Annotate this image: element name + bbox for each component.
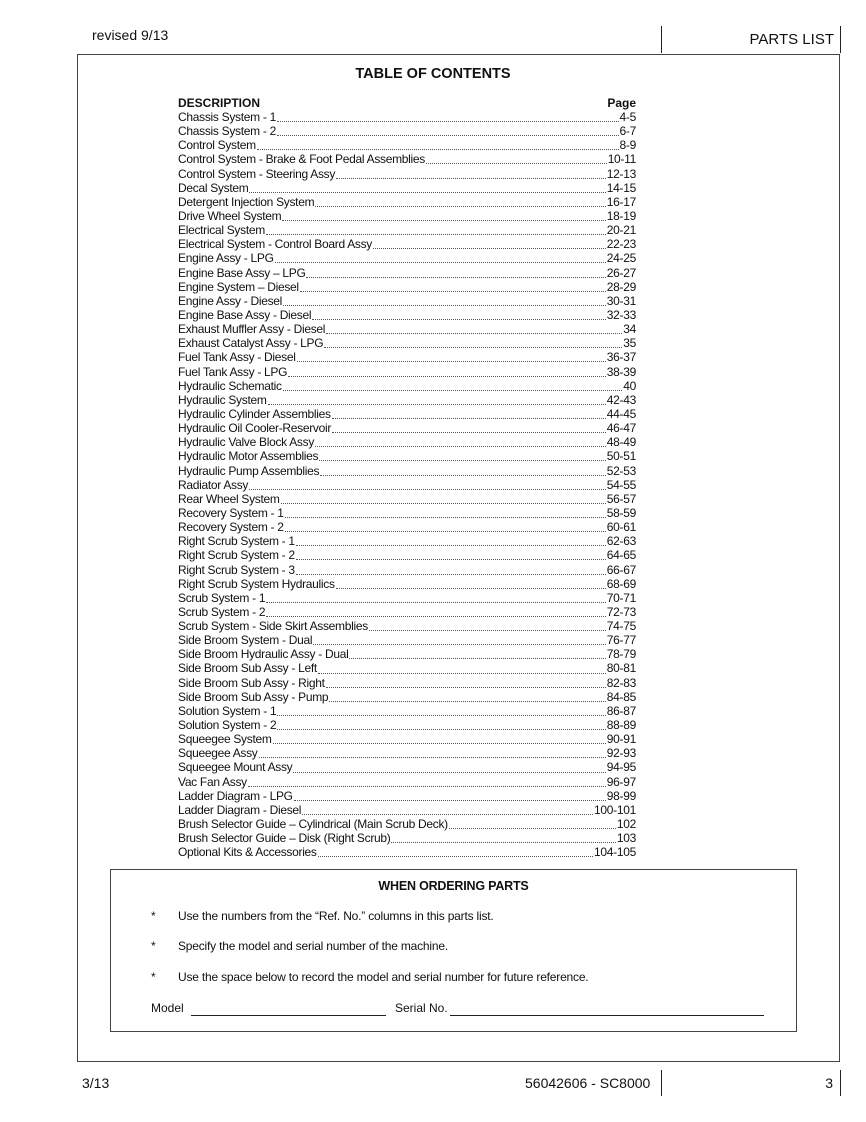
toc-dot-leader xyxy=(259,754,606,758)
toc-entry-page: 58-59 xyxy=(606,505,636,520)
toc-entry-description: Squeegee Assy xyxy=(178,746,258,761)
toc-entry-page: 20-21 xyxy=(606,223,636,238)
toc-entry[interactable] xyxy=(178,379,636,393)
toc-entry-description: Hydraulic Cylinder Assemblies xyxy=(178,406,331,421)
toc-entry-page: 70-71 xyxy=(606,590,636,605)
toc-dot-leader xyxy=(297,358,606,362)
footer-doc-id: 56042606 - SC8000 xyxy=(525,1075,651,1091)
toc-entry-description: Squeegee Mount Assy xyxy=(178,760,293,775)
toc-col-description: DESCRIPTION xyxy=(178,96,261,110)
toc-entry-description: Side Broom Sub Assy - Left xyxy=(178,661,317,676)
toc-dot-leader xyxy=(275,259,606,263)
toc-entry[interactable] xyxy=(178,647,636,661)
toc-entry-description: Recovery System - 2 xyxy=(178,520,284,535)
toc-entry-page: 62-63 xyxy=(606,534,636,549)
toc-entry[interactable] xyxy=(178,223,636,237)
toc-entry-description: Side Broom Sub Assy - Pump xyxy=(178,689,329,704)
toc-entry-page: 46-47 xyxy=(606,421,636,436)
toc-entry[interactable] xyxy=(178,577,636,591)
toc-entry-description: Hydraulic Valve Block Assy xyxy=(178,435,315,450)
toc-entry-page: 8-9 xyxy=(619,138,636,153)
toc-entry[interactable] xyxy=(178,407,636,421)
toc-entry-page: 10-11 xyxy=(607,152,636,167)
toc-entry-page: 24-25 xyxy=(606,251,636,266)
toc-entry[interactable] xyxy=(178,266,636,280)
toc-entry-page: 35 xyxy=(623,336,636,351)
toc-dot-leader xyxy=(293,769,605,773)
toc-dot-leader xyxy=(332,415,606,419)
toc-entry-description: Engine Base Assy - Diesel xyxy=(178,307,312,322)
toc-entry-page: 38-39 xyxy=(606,364,636,379)
model-label: Model xyxy=(151,1001,184,1015)
toc-entry-page: 64-65 xyxy=(606,548,636,563)
table-of-contents xyxy=(178,96,636,859)
toc-entry[interactable] xyxy=(178,110,636,124)
toc-entry[interactable] xyxy=(178,831,636,845)
toc-entry-page: 32-33 xyxy=(606,307,636,322)
toc-entry-description: Radiator Assy xyxy=(178,477,249,492)
toc-dot-leader xyxy=(283,302,606,306)
toc-dot-leader xyxy=(288,373,606,377)
toc-entry[interactable] xyxy=(178,195,636,209)
toc-entry-description: Drive Wheel System xyxy=(178,208,282,223)
serial-entry-line[interactable] xyxy=(450,1015,764,1016)
toc-dot-leader xyxy=(282,217,606,221)
toc-entry-page: 92-93 xyxy=(606,746,636,761)
toc-entry-page: 14-15 xyxy=(606,180,636,195)
ordering-parts-box xyxy=(110,869,797,1032)
toc-entry-page: 44-45 xyxy=(606,406,636,421)
bullet-marker: * xyxy=(151,939,156,953)
toc-entry-description: Chassis System - 1 xyxy=(178,110,276,124)
toc-entry-page: 52-53 xyxy=(606,463,636,478)
toc-entry[interactable] xyxy=(178,775,636,789)
bullet-marker: * xyxy=(151,970,156,984)
toc-dot-leader xyxy=(268,401,606,405)
toc-entry-page: 42-43 xyxy=(606,392,636,407)
toc-entry-page: 66-67 xyxy=(606,562,636,577)
ordering-instruction-2: Specify the model and serial number of the machine. xyxy=(178,939,448,953)
toc-entry-description: Engine Assy - Diesel xyxy=(178,293,283,308)
toc-entry-page: 18-19 xyxy=(606,208,636,223)
toc-dot-leader xyxy=(319,457,606,461)
toc-entry-description: Electrical System - Control Board Assy xyxy=(178,237,373,252)
toc-entry-description: Electrical System xyxy=(178,223,265,238)
toc-entry[interactable] xyxy=(178,506,636,520)
toc-entry-description: Fuel Tank Assy - LPG xyxy=(178,364,288,379)
toc-entry[interactable] xyxy=(178,591,636,605)
toc-dot-leader xyxy=(324,344,622,348)
toc-dot-leader xyxy=(336,175,606,179)
toc-entry-description: Scrub System - 2 xyxy=(178,604,266,619)
toc-entry[interactable] xyxy=(178,336,636,350)
toc-dot-leader xyxy=(249,189,605,193)
toc-entry-description: Brush Selector Guide – Disk (Right Scrub) xyxy=(178,831,391,846)
toc-entry-page: 100-101 xyxy=(594,802,636,817)
toc-entry-description: Scrub System - 1 xyxy=(178,590,266,605)
toc-entry[interactable] xyxy=(178,718,636,732)
toc-entry[interactable] xyxy=(178,520,636,534)
toc-entry-page: 84-85 xyxy=(606,689,636,704)
toc-dot-leader xyxy=(277,118,619,122)
header-divider-right xyxy=(840,26,841,53)
toc-dot-leader xyxy=(329,698,606,702)
toc-entry[interactable] xyxy=(178,322,636,336)
toc-dot-leader xyxy=(266,599,606,603)
toc-entry-description: Right Scrub System - 2 xyxy=(178,548,295,563)
toc-entry-description: Control System xyxy=(178,138,256,153)
toc-entry[interactable] xyxy=(178,605,636,619)
toc-dot-leader xyxy=(373,245,606,249)
toc-dot-leader xyxy=(283,387,623,391)
toc-entry-description: Engine System – Diesel xyxy=(178,279,299,294)
toc-entry-description: Squeegee System xyxy=(178,732,272,747)
toc-entry[interactable] xyxy=(178,393,636,407)
toc-entry-description: Right Scrub System Hydraulics xyxy=(178,576,335,591)
toc-entry-description: Control System - Brake & Foot Pedal Assemblies xyxy=(178,152,425,167)
footer-date: 3/13 xyxy=(82,1075,110,1091)
toc-dot-leader xyxy=(294,797,606,801)
toc-entry-page: 98-99 xyxy=(606,788,636,803)
toc-entry-description: Engine Base Assy – LPG xyxy=(178,265,306,280)
toc-dot-leader xyxy=(326,330,622,334)
toc-dot-leader xyxy=(300,288,606,292)
toc-entry-description: Right Scrub System - 3 xyxy=(178,562,295,577)
toc-entry[interactable] xyxy=(178,350,636,364)
toc-entry-description: Ladder Diagram - LPG xyxy=(178,788,293,803)
toc-entry-page: 30-31 xyxy=(606,293,636,308)
toc-entry-description: Ladder Diagram - Diesel xyxy=(178,802,302,817)
toc-entry[interactable] xyxy=(178,845,636,859)
toc-dot-leader xyxy=(318,853,593,857)
toc-entry[interactable] xyxy=(178,676,636,690)
toc-dot-leader xyxy=(285,528,606,532)
page-number: 3 xyxy=(825,1075,833,1091)
toc-entry-description: Rear Wheel System xyxy=(178,491,280,506)
toc-dot-leader xyxy=(336,585,606,589)
toc-entry[interactable] xyxy=(178,280,636,294)
toc-entry[interactable] xyxy=(178,478,636,492)
toc-entry[interactable] xyxy=(178,251,636,265)
header-divider xyxy=(661,26,662,53)
toc-entry-description: Solution System - 1 xyxy=(178,703,277,718)
toc-dot-leader xyxy=(285,514,606,518)
toc-dot-leader xyxy=(257,146,619,150)
toc-entry[interactable] xyxy=(178,435,636,449)
toc-entry[interactable] xyxy=(178,690,636,704)
toc-dot-leader xyxy=(318,670,606,674)
toc-entry-page: 78-79 xyxy=(606,647,636,662)
toc-entry-description: Fuel Tank Assy - Diesel xyxy=(178,350,296,365)
toc-entry[interactable] xyxy=(178,181,636,195)
toc-entry-description: Decal System xyxy=(178,180,249,195)
toc-entry-page: 94-95 xyxy=(606,760,636,775)
toc-entry[interactable] xyxy=(178,548,636,562)
toc-dot-leader xyxy=(249,486,606,490)
ordering-instruction-3: Use the space below to record the model and serial number for future reference. xyxy=(178,970,589,984)
footer-divider xyxy=(661,1070,662,1096)
toc-dot-leader xyxy=(320,472,606,476)
toc-entry[interactable] xyxy=(178,365,636,379)
toc-dot-leader xyxy=(266,613,606,617)
toc-entry[interactable] xyxy=(178,817,636,831)
toc-title: TABLE OF CONTENTS xyxy=(355,66,511,82)
toc-header-row xyxy=(178,96,636,110)
toc-entry[interactable] xyxy=(178,704,636,718)
toc-dot-leader xyxy=(426,160,607,164)
toc-dot-leader xyxy=(302,811,593,815)
toc-entry-description: Hydraulic Schematic xyxy=(178,378,282,393)
toc-entry-page: 72-73 xyxy=(606,604,636,619)
toc-entry[interactable] xyxy=(178,308,636,322)
toc-entry-description: Right Scrub System - 1 xyxy=(178,534,295,549)
toc-dot-leader xyxy=(306,274,605,278)
toc-entry-description: Hydraulic Pump Assemblies xyxy=(178,463,320,478)
toc-entry-page: 34 xyxy=(623,322,636,337)
toc-dot-leader xyxy=(312,316,606,320)
toc-entry[interactable] xyxy=(178,294,636,308)
toc-entry-description: Vac Fan Assy xyxy=(178,774,247,789)
toc-entry[interactable] xyxy=(178,237,636,251)
toc-entry-page: 103 xyxy=(616,831,636,846)
toc-entry-description: Hydraulic Motor Assemblies xyxy=(178,449,319,464)
toc-dot-leader xyxy=(277,132,619,136)
toc-entry-description: Scrub System - Side Skirt Assemblies xyxy=(178,619,368,634)
toc-entry-description: Recovery System - 1 xyxy=(178,505,284,520)
toc-entry-description: Control System - Steering Assy xyxy=(178,166,336,181)
bullet-marker: * xyxy=(151,909,156,923)
toc-entry-description: Optional Kits & Accessories xyxy=(178,845,317,860)
toc-dot-leader xyxy=(277,712,605,716)
toc-dot-leader xyxy=(369,627,606,631)
toc-entry[interactable] xyxy=(178,449,636,463)
ordering-instruction-1: Use the numbers from the “Ref. No.” columns in this parts list. xyxy=(178,909,494,923)
toc-entry-page: 88-89 xyxy=(606,718,636,733)
toc-dot-leader xyxy=(281,500,606,504)
toc-dot-leader xyxy=(277,726,605,730)
toc-dot-leader xyxy=(315,203,606,207)
toc-entry-page: 68-69 xyxy=(606,576,636,591)
toc-dot-leader xyxy=(248,783,606,787)
toc-entry-page: 76-77 xyxy=(606,633,636,648)
toc-entry-description: Chassis System - 2 xyxy=(178,124,276,139)
section-title: PARTS LIST xyxy=(749,31,834,48)
toc-entry-page: 80-81 xyxy=(606,661,636,676)
toc-entry[interactable] xyxy=(178,789,636,803)
toc-entry-description: Exhaust Muffler Assy - Diesel xyxy=(178,322,326,337)
toc-entry[interactable] xyxy=(178,492,636,506)
toc-entry[interactable] xyxy=(178,421,636,435)
toc-entry-page: 6-7 xyxy=(619,124,636,139)
toc-entry-description: Solution System - 2 xyxy=(178,718,277,733)
toc-entry-description: Side Broom Hydraulic Assy - Dual xyxy=(178,647,349,662)
toc-entry-page: 54-55 xyxy=(606,477,636,492)
toc-entry[interactable] xyxy=(178,534,636,548)
serial-label: Serial No. xyxy=(395,1001,448,1015)
toc-entry-page: 16-17 xyxy=(606,194,636,209)
toc-entry-page: 50-51 xyxy=(606,449,636,464)
toc-entry-page: 102 xyxy=(616,817,636,832)
toc-col-page: Page xyxy=(607,96,636,110)
model-entry-line[interactable] xyxy=(191,1015,386,1016)
toc-entry-description: Side Broom System - Dual xyxy=(178,633,313,648)
toc-entry-page: 56-57 xyxy=(606,491,636,506)
toc-entry-page: 74-75 xyxy=(606,619,636,634)
toc-dot-leader xyxy=(326,684,606,688)
toc-entry-page: 4-5 xyxy=(619,110,636,124)
toc-entry[interactable] xyxy=(178,209,636,223)
toc-dot-leader xyxy=(273,740,606,744)
toc-entry-description: Detergent Injection System xyxy=(178,194,315,209)
toc-entry-page: 90-91 xyxy=(606,732,636,747)
toc-entry-page: 26-27 xyxy=(606,265,636,280)
toc-entry-page: 82-83 xyxy=(606,675,636,690)
toc-entry[interactable] xyxy=(178,803,636,817)
toc-dot-leader xyxy=(315,443,606,447)
revision-label: revised 9/13 xyxy=(92,27,169,43)
toc-dot-leader xyxy=(296,571,606,575)
toc-entry-page: 60-61 xyxy=(606,520,636,535)
toc-entry[interactable] xyxy=(178,563,636,577)
toc-dot-leader xyxy=(349,655,605,659)
toc-dot-leader xyxy=(391,839,615,843)
toc-entry-page: 104-105 xyxy=(594,845,636,860)
toc-entry-page: 96-97 xyxy=(606,774,636,789)
toc-entry-page: 86-87 xyxy=(606,703,636,718)
toc-entry-page: 12-13 xyxy=(606,166,636,181)
toc-entry[interactable] xyxy=(178,760,636,774)
toc-entry-description: Side Broom Sub Assy - Right xyxy=(178,675,325,690)
toc-dot-leader xyxy=(296,556,606,560)
toc-entry-page: 40 xyxy=(623,378,636,393)
toc-entry[interactable] xyxy=(178,661,636,675)
toc-entry-page: 28-29 xyxy=(606,279,636,294)
toc-entry-page: 48-49 xyxy=(606,435,636,450)
toc-entry[interactable] xyxy=(178,138,636,152)
toc-dot-leader xyxy=(449,825,616,829)
toc-entry[interactable] xyxy=(178,167,636,181)
toc-entry[interactable] xyxy=(178,732,636,746)
toc-entry[interactable] xyxy=(178,152,636,166)
toc-entry[interactable] xyxy=(178,746,636,760)
toc-dot-leader xyxy=(313,641,606,645)
toc-entry-description: Hydraulic Oil Cooler-Reservoir xyxy=(178,421,332,436)
toc-dot-leader xyxy=(266,231,606,235)
toc-dot-leader xyxy=(332,429,606,433)
toc-entry-page: 22-23 xyxy=(606,237,636,252)
toc-entry-description: Exhaust Catalyst Assy - LPG xyxy=(178,336,324,351)
ordering-title: WHEN ORDERING PARTS xyxy=(378,879,529,893)
toc-entry-description: Brush Selector Guide – Cylindrical (Main Scrub Deck) xyxy=(178,817,448,832)
toc-entry-description: Hydraulic System xyxy=(178,392,267,407)
toc-entry-description: Engine Assy - LPG xyxy=(178,251,274,266)
toc-entry[interactable] xyxy=(178,124,636,138)
footer-divider-right xyxy=(840,1070,841,1096)
toc-dot-leader xyxy=(296,542,606,546)
toc-list xyxy=(178,110,636,859)
toc-entry[interactable] xyxy=(178,619,636,633)
toc-entry-page: 36-37 xyxy=(606,350,636,365)
toc-entry[interactable] xyxy=(178,633,636,647)
toc-entry[interactable] xyxy=(178,464,636,478)
